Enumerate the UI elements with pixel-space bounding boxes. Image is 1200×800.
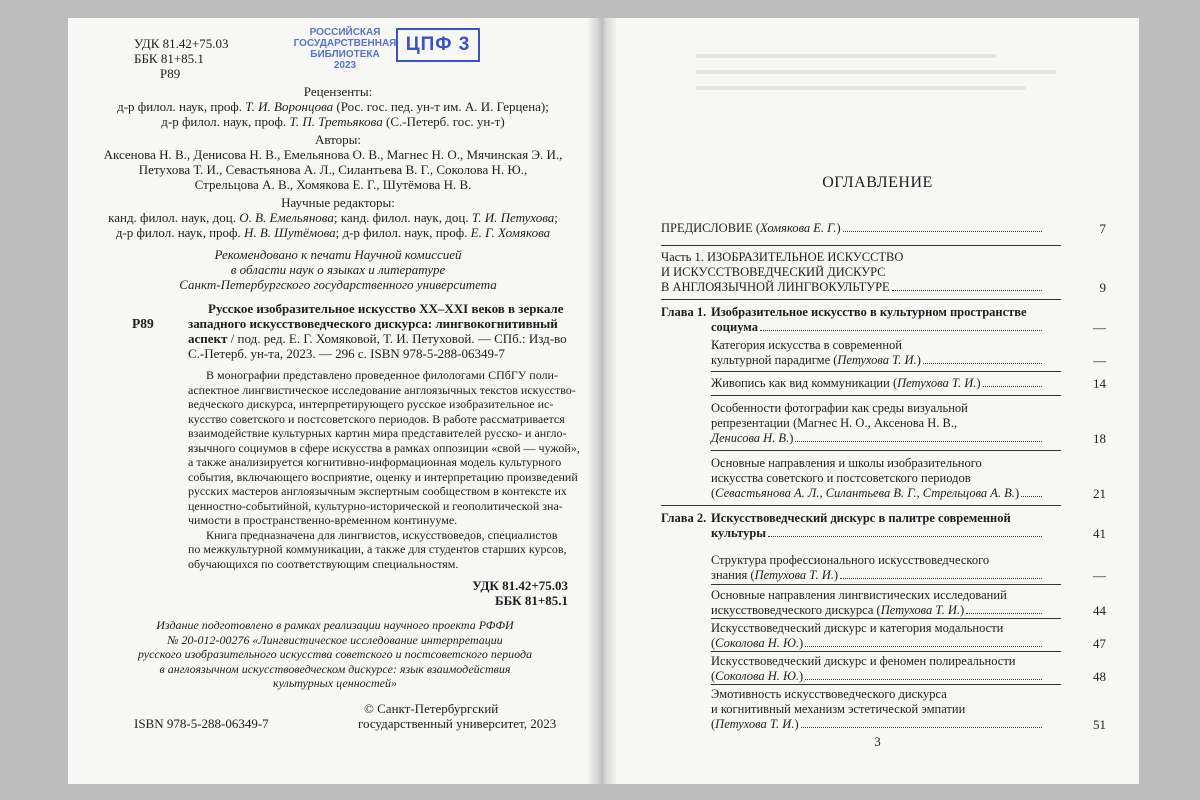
page-number: 7 bbox=[1099, 221, 1106, 236]
page-number: 51 bbox=[1093, 717, 1106, 732]
imprint-line: С.-Петерб. ун-та, 2023. — 296 с. ISBN 978-5-288-06349-7 bbox=[188, 346, 505, 361]
title-line: аспект / под. ред. Е. Г. Хомяковой, Т. И. Петуховой. — СПб.: Изд-во bbox=[188, 331, 567, 346]
author-mark: Р89 bbox=[160, 66, 181, 81]
page-number: 44 bbox=[1093, 603, 1106, 618]
toc-entry-preface[interactable]: ПРЕДИСЛОВИЕ (Хомякова Е. Г.) 7 bbox=[661, 221, 1106, 236]
toc-entry-section[interactable]: Основные направления лингвистических исследований искусствоведческого дискурса (Петухова Т. И.) 44 bbox=[711, 588, 1106, 618]
divider bbox=[711, 651, 1061, 652]
show-through bbox=[696, 70, 1056, 74]
toc-entry-part-1[interactable]: Часть 1. ИЗОБРАЗИТЕЛЬНОЕ ИСКУССТВО И ИСКУССТВОВЕДЧЕСКИЙ ДИСКУРС В АНГЛОЯЗЫЧНОЙ ЛИНГВОКУЛЬТУРЕ 9 bbox=[661, 250, 1106, 295]
editors-heading: Научные редакторы: bbox=[281, 195, 395, 210]
divider bbox=[711, 684, 1061, 685]
page-number: — bbox=[1093, 353, 1106, 368]
dot-leader bbox=[843, 230, 1042, 232]
page-number: 9 bbox=[1099, 280, 1106, 295]
copyright: © Санкт-Петербургский государственный университет, 2023 bbox=[358, 701, 557, 731]
toc-entry-section[interactable]: Категория искусства в современной культурной парадигме (Петухова Т. И.) — bbox=[711, 338, 1106, 368]
imprint-page bbox=[68, 18, 593, 784]
page-number-footer: 3 bbox=[874, 734, 881, 749]
toc-entry-section[interactable]: Структура профессионального искусствоведческого знания (Петухова Т. И.) — bbox=[711, 553, 1106, 583]
editors-line: канд. филол. наук, доц. О. В. Емельянова; канд. филол. наук, доц. Т. И. Петухова; bbox=[108, 210, 558, 225]
toc-entry-section[interactable]: Живопись как вид коммуникации (Петухова Т. И.) 14 bbox=[711, 376, 1106, 391]
dot-leader bbox=[966, 612, 1042, 614]
contents-page bbox=[616, 18, 1139, 784]
reviewers-heading: Рецензенты: bbox=[303, 84, 373, 99]
title-line: Русское изобразительное искусство XX–XXI веков в зеркале bbox=[208, 301, 564, 316]
reviewer-line: д-р филол. наук, проф. Т. И. Воронцова (Рос. гос. пед. ун-т им. А. И. Герцена); bbox=[117, 99, 549, 114]
toc-entry-chapter-1[interactable]: Глава 1. Изобразительное искусство в культурном пространстве социума — bbox=[661, 305, 1106, 335]
toc-entry-section[interactable]: Эмотивность искусствоведческого дискурса и когнитивный механизм эстетической эмпатии (Петухова Т. И.) 51 bbox=[711, 687, 1106, 732]
page-number: — bbox=[1093, 320, 1106, 335]
dot-leader bbox=[892, 289, 1042, 291]
authors-heading: Авторы: bbox=[314, 132, 362, 147]
dot-leader bbox=[768, 535, 1042, 537]
book-gutter bbox=[588, 18, 616, 784]
book-spread bbox=[68, 18, 1139, 784]
reviewer-line: д-р филол. наук, проф. Т. П. Третьякова (С.-Петерб. гос. ун-т) bbox=[161, 114, 505, 129]
page-number: 47 bbox=[1093, 636, 1106, 651]
isbn: ISBN 978-5-288-06349-7 bbox=[134, 716, 269, 731]
toc-entry-section[interactable]: Искусствоведческий дискурс и феномен полиреальности (Соколова Н. Ю.) 48 bbox=[711, 654, 1106, 684]
cpf-stamp: ЦПФ 3 bbox=[396, 28, 480, 62]
recommendation-line: Рекомендовано к печати Научной комиссией bbox=[214, 247, 462, 262]
library-stamp: РОССИЙСКАЯ ГОСУДАРСТВЕННАЯ БИБЛИОТЕКА 2023 bbox=[293, 27, 397, 71]
title-line: западного искусствоведческого дискурса: лингвокогнитивный bbox=[188, 316, 558, 331]
divider bbox=[661, 245, 1061, 246]
page-number: 18 bbox=[1093, 431, 1106, 446]
divider bbox=[711, 371, 1061, 372]
recommendation-line: в области наук о языках и литературе bbox=[230, 262, 446, 277]
abstract: В монографии представлено проведенное филологами СПбГУ поли- аспектное лингвистическое исследование англоязычных текстов искусство- ведческого дискурса, интерпретирующего русское изобразительное ис- кусство советского и постсоветского периодов. В работе рассматривается взаимодействие культурных картин мира представителей русско- и англо- язычного социумов в сфере искусства в рамках оппозиции «свой — чужой», а также анализируется когнитивно-информационная модель культурного события, включающего восприятие, оценку и интерпретацию произведений русских мастеров англоязычным экспертным сообществом в контексте их ценностно-событийной, культурно-исторической и геополитической зна- чимости в пространственно-временном континууме. Книга предназначена для лингвистов, искусствоведов, специалистов по межкультурной коммуникации, а также для студентов старших курсов, обучающихся по соответствующим специальностям. bbox=[188, 368, 580, 571]
show-through bbox=[696, 86, 1026, 90]
toc-entry-section[interactable]: Основные направления и школы изобразительного искусства советского и постсоветского периодов (Севастьянова А. Л., Силантьева В. Г., Стрельцова А. В.) 21 bbox=[711, 456, 1106, 501]
toc-entry-chapter-2[interactable]: Глава 2. Искусствоведческий дискурс в палитре современной культуры 41 bbox=[661, 511, 1106, 541]
authors-line: Петухова Т. И., Севастьянова А. Л., Силантьева В. Г., Соколова Н. Ю., bbox=[138, 162, 528, 177]
bbk-code: ББК 81+85.1 bbox=[134, 51, 204, 66]
show-through bbox=[696, 54, 996, 58]
dot-leader bbox=[795, 440, 1042, 442]
page-number: 14 bbox=[1093, 376, 1106, 391]
udk-code: УДК 81.42+75.03 bbox=[134, 36, 229, 51]
dot-leader bbox=[760, 329, 1042, 331]
dot-leader bbox=[805, 645, 1042, 647]
dot-leader bbox=[801, 726, 1042, 728]
authors-line: Аксенова Н. В., Денисова Н. В., Емельянова О. В., Магнес Н. О., Мячинская Э. И., bbox=[103, 147, 563, 162]
grant-note: Издание подготовлено в рамках реализации научного проекта РФФИ № 20-012-00276 «Лингвистическое исследование интерпретации русского изобразительного искусства советского и постсоветского периода в англоязычном искусствоведческом дискурсе: язык взаимодействия культурных ценностей» bbox=[137, 618, 533, 690]
toc-entry-section[interactable]: Искусствоведческий дискурс и категория модальности (Соколова Н. Ю.) 47 bbox=[711, 621, 1106, 651]
divider bbox=[711, 450, 1061, 451]
editors-line: д-р филол. наук, проф. Н. В. Шутёмова; д-р филол. наук, проф. Е. Г. Хомякова bbox=[115, 225, 551, 240]
page-number: 41 bbox=[1093, 526, 1106, 541]
recommendation-line: Санкт-Петербургского государственного университета bbox=[179, 277, 497, 292]
dot-leader bbox=[840, 577, 1042, 579]
dot-leader bbox=[805, 678, 1042, 680]
catalog-code: Р89 bbox=[132, 316, 154, 331]
page-number: — bbox=[1093, 568, 1106, 583]
divider bbox=[711, 395, 1061, 396]
divider bbox=[661, 505, 1061, 506]
toc-entry-section[interactable]: Особенности фотографии как среды визуальной репрезентации (Магнес Н. О., Аксенова Н. В., Денисова Н. В.) 18 bbox=[711, 401, 1106, 446]
dot-leader bbox=[983, 385, 1042, 387]
dot-leader bbox=[923, 362, 1042, 364]
page-number: 48 bbox=[1093, 669, 1106, 684]
page-number: 21 bbox=[1093, 486, 1106, 501]
bbk-code-bottom: ББК 81+85.1 bbox=[494, 593, 568, 608]
divider bbox=[711, 584, 1061, 585]
divider bbox=[711, 618, 1061, 619]
divider bbox=[661, 299, 1061, 300]
contents-heading: ОГЛАВЛЕНИЕ bbox=[822, 174, 933, 191]
dot-leader bbox=[1021, 495, 1042, 497]
udk-code-bottom: УДК 81.42+75.03 bbox=[472, 578, 568, 593]
authors-line: Стрельцова А. В., Хомякова Е. Г., Шутёмова Н. В. bbox=[194, 177, 472, 192]
